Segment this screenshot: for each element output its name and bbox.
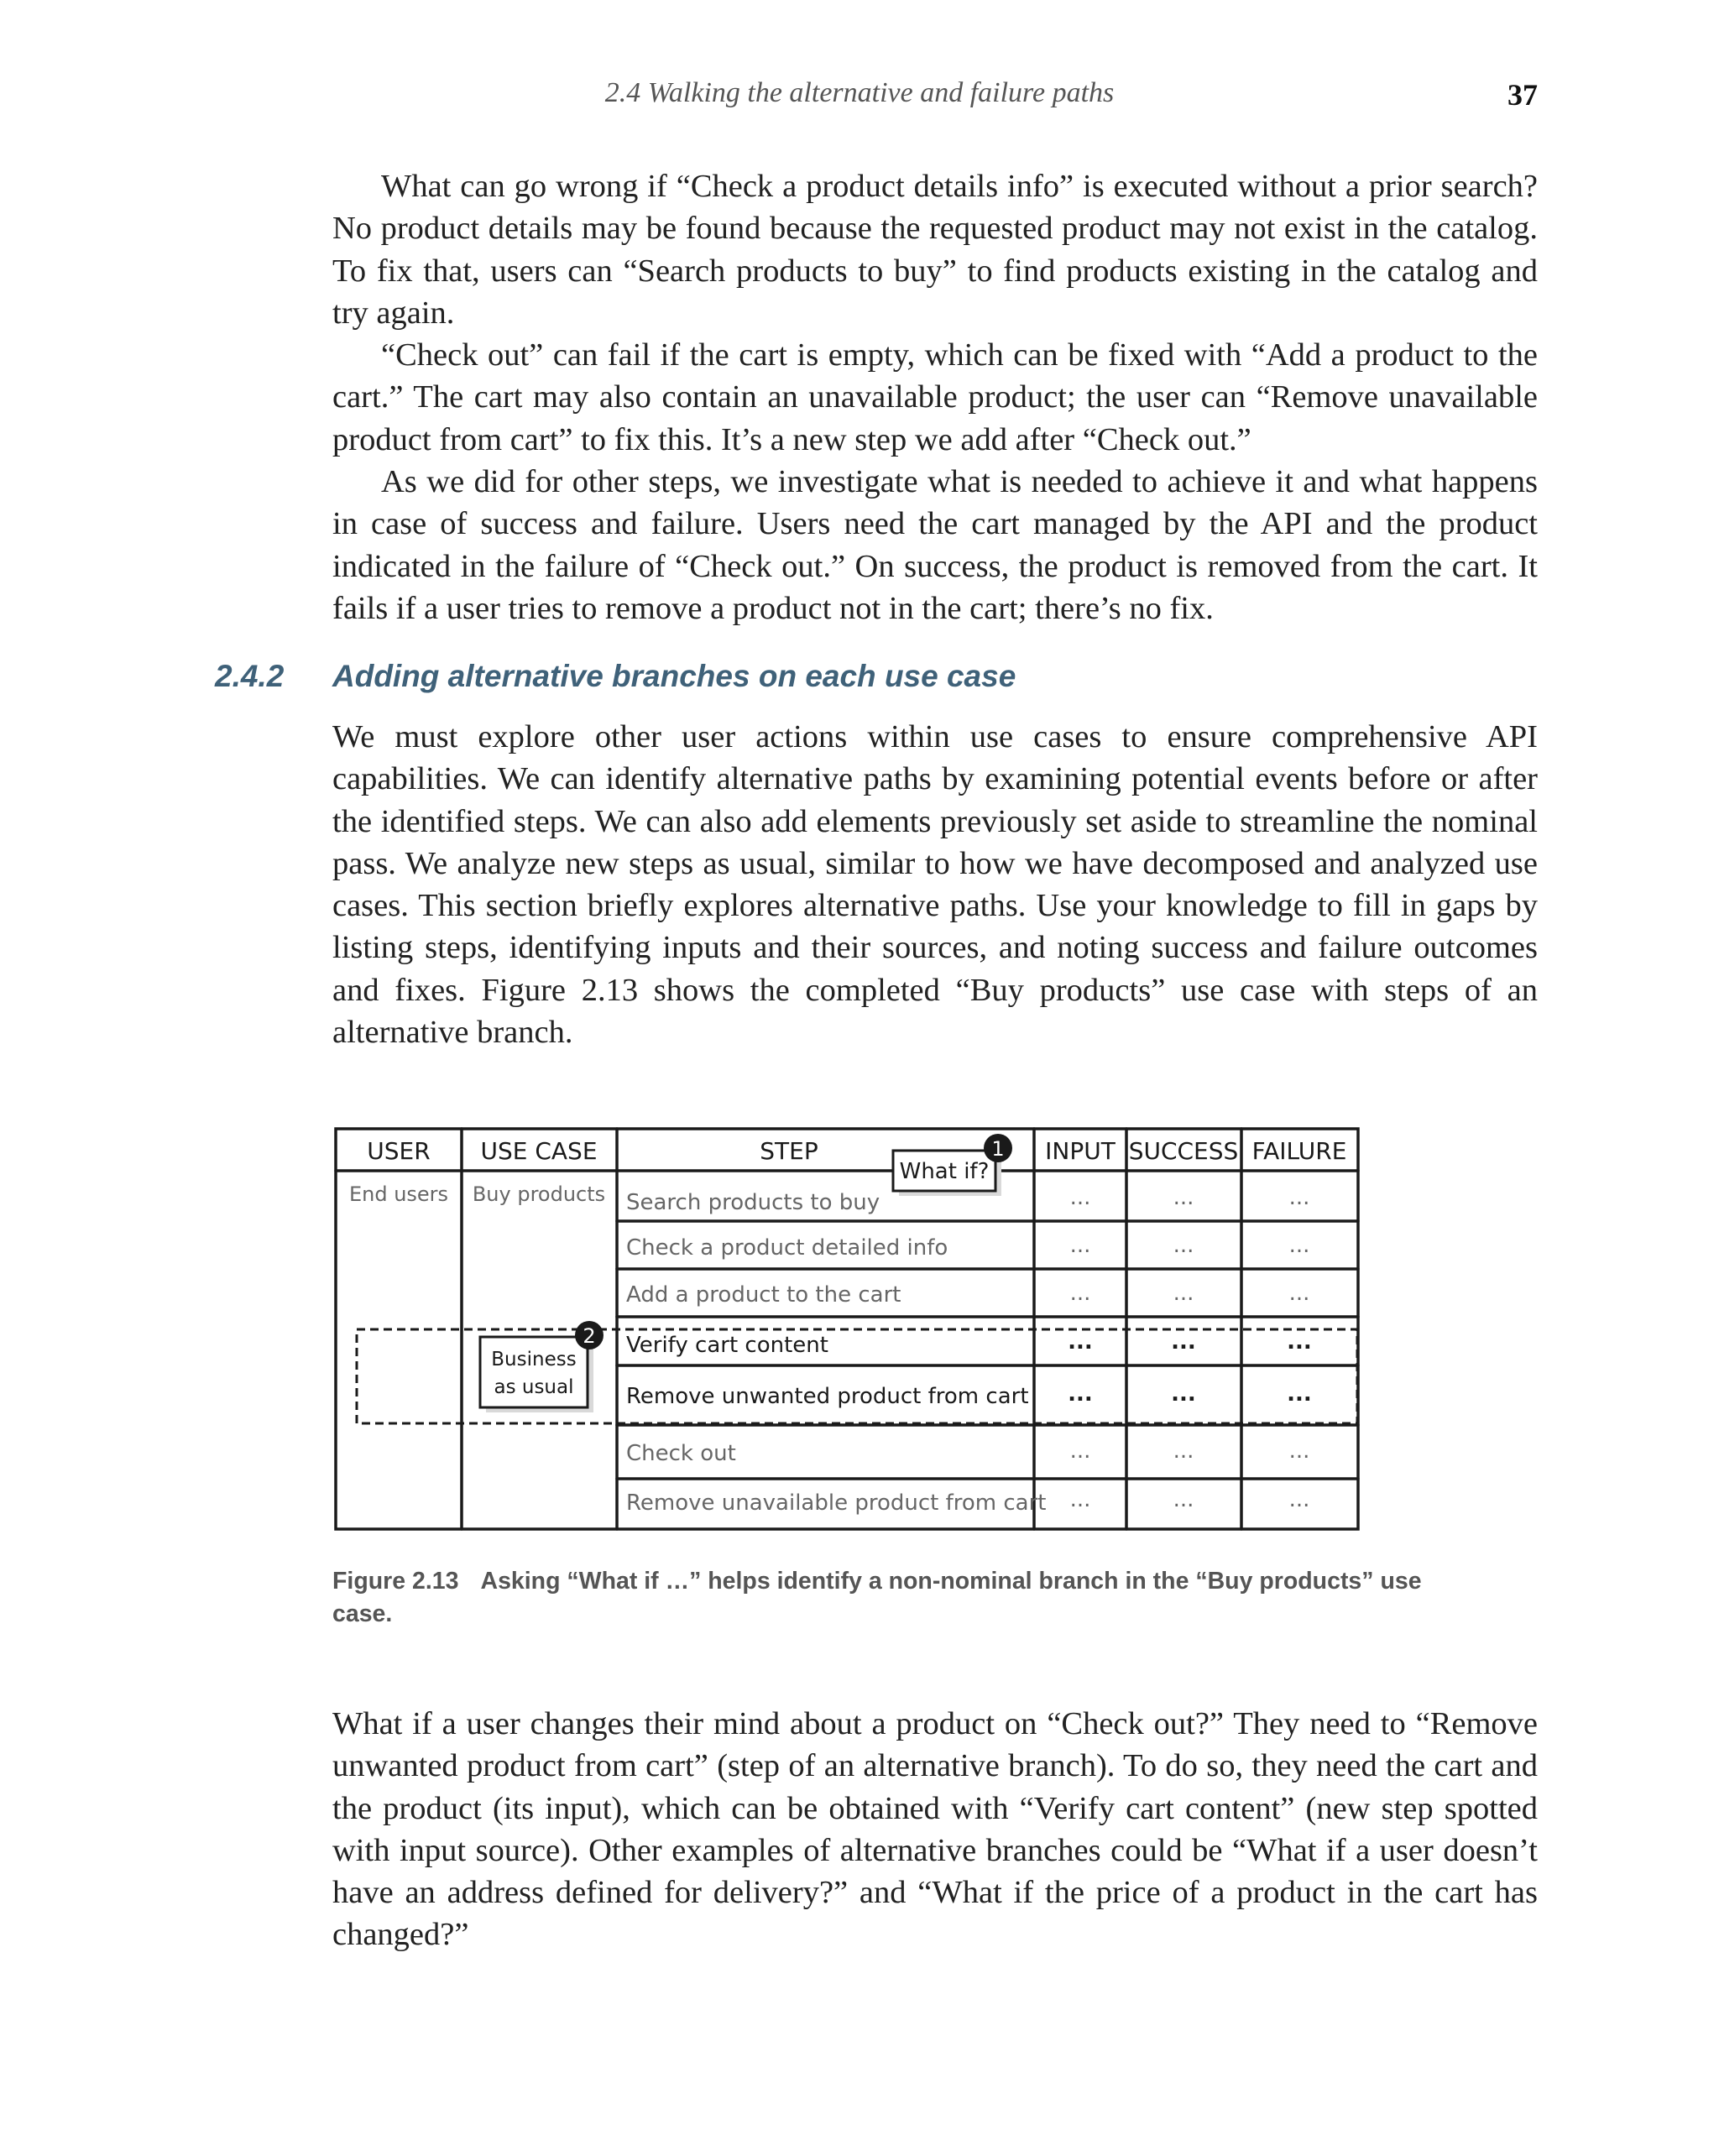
result-cells <box>1068 1185 1312 1512</box>
success-cell: ... <box>1171 1329 1196 1355</box>
success-cell: ... <box>1171 1381 1196 1407</box>
failure-cell: ... <box>1288 1233 1310 1258</box>
failure-cell: ... <box>1288 1185 1310 1210</box>
paragraph-2: “Check out” can fail if the cart is empty, which can be fixed with “Add a product to the cart.” The cart may also contain an unavailable product; the user can “Remove unavailable product from cart” to fix this. It’s a new step we add after “Check out.” <box>332 337 1538 457</box>
business-as-usual-callout <box>480 1321 603 1412</box>
callout-text-line-1: Business <box>491 1349 577 1370</box>
input-cell: ... <box>1068 1381 1093 1407</box>
paragraph-1: What can go wrong if “Check a product details info” is executed without a prior search? No product details may be found because the requested product may not exist in the catalog. To fix that, users can “Search products to buy” to find products existing in the catalog and try again. <box>332 169 1538 331</box>
step-cell: Check out <box>626 1441 736 1466</box>
input-cell: ... <box>1069 1233 1091 1258</box>
step-cell: Verify cart content <box>626 1333 828 1358</box>
page-number: 37 <box>1507 78 1538 112</box>
step-column <box>626 1190 1047 1516</box>
figure-2-13 <box>329 1120 1370 1540</box>
success-cell: ... <box>1173 1487 1194 1512</box>
what-if-callout <box>893 1134 1012 1196</box>
paragraph-4: We must explore other user actions within use cases to ensure comprehensive API capabilities. We can identify alternative paths by examining potential events before or after the identified steps. We can also add elements previously set aside to streamline the nominal pass. We analyze new steps as usual, similar to how we have decomposed and analyzed use cases. This section briefly explores alternative paths. Use your knowledge to fill in gaps by listing steps, identifying inputs and their sources, and noting success and failure outcomes and fixes. Figure 2.13 shows the completed “Buy products” use case with steps of an alternative branch. <box>332 719 1538 1051</box>
caption-label: Figure 2.13 <box>332 1568 459 1595</box>
failure-cell: ... <box>1288 1438 1310 1464</box>
header-input: INPUT <box>1045 1137 1116 1165</box>
success-cell: ... <box>1173 1233 1194 1258</box>
user-cell: End users <box>348 1182 449 1206</box>
use-case-cell: Buy products <box>472 1182 606 1206</box>
header-success: SUCCESS <box>1128 1137 1239 1165</box>
figure-diagram <box>329 1120 1370 1540</box>
callout-text: What if? <box>899 1159 990 1184</box>
running-head <box>0 77 1719 119</box>
input-cell: ... <box>1068 1329 1093 1355</box>
failure-cell: ... <box>1288 1281 1310 1306</box>
step-cell: Search products to buy <box>626 1190 880 1215</box>
running-title: 2.4 Walking the alternative and failure paths <box>604 77 1115 108</box>
header-row <box>367 1137 1346 1165</box>
step-cell: Add a product to the cart <box>626 1282 901 1308</box>
input-cell: ... <box>1069 1185 1091 1210</box>
callout-text-line-2: as usual <box>494 1376 574 1398</box>
section-heading <box>0 659 1719 701</box>
header-step: STEP <box>760 1137 818 1165</box>
failure-cell: ... <box>1287 1329 1312 1355</box>
paragraph-3: As we did for other steps, we investigate what is needed to achieve it and what happens in case of success and failure. Users need the cart managed by the API and the product indicated in the failure of “Check out.” On success, the product is removed from the cart. It fails if a user tries to remove a product not in the cart; there’s no fix. <box>332 464 1538 626</box>
section-number: 2.4.2 <box>215 659 285 693</box>
figure-caption <box>332 1565 1440 1631</box>
input-cell: ... <box>1069 1438 1091 1464</box>
step-cell: Remove unwanted product from cart <box>626 1384 1029 1409</box>
header-use-case: USE CASE <box>480 1137 598 1165</box>
header-user: USER <box>367 1137 431 1165</box>
section-title: Adding alternative branches on each use case <box>332 659 1016 693</box>
input-cell: ... <box>1069 1487 1091 1512</box>
step-cell: Check a product detailed info <box>626 1235 948 1261</box>
input-cell: ... <box>1069 1281 1091 1306</box>
callout-number: 1 <box>991 1137 1005 1161</box>
success-cell: ... <box>1173 1281 1194 1306</box>
header-failure: FAILURE <box>1251 1137 1347 1165</box>
caption-text: Asking “What if …” helps identify a non-nominal branch in the “Buy products” use case. <box>332 1568 1422 1627</box>
success-cell: ... <box>1173 1185 1194 1210</box>
step-cell: Remove unavailable product from cart <box>626 1490 1047 1516</box>
failure-cell: ... <box>1288 1487 1310 1512</box>
failure-cell: ... <box>1287 1381 1312 1407</box>
success-cell: ... <box>1173 1438 1194 1464</box>
paragraph-5: What if a user changes their mind about a product on “Check out?” They need to “Remove unwanted product from cart” (step of an alternative branch). To do so, they need the cart and the product (its input), which can be obtained with “Verify cart content” (new step spotted with input source). Other examples of alternative branches could be “What if a user doesn’t have an address defined for delivery?” and “What if the price of a product in the cart has changed?” <box>332 1706 1538 1953</box>
callout-number: 2 <box>583 1324 596 1348</box>
